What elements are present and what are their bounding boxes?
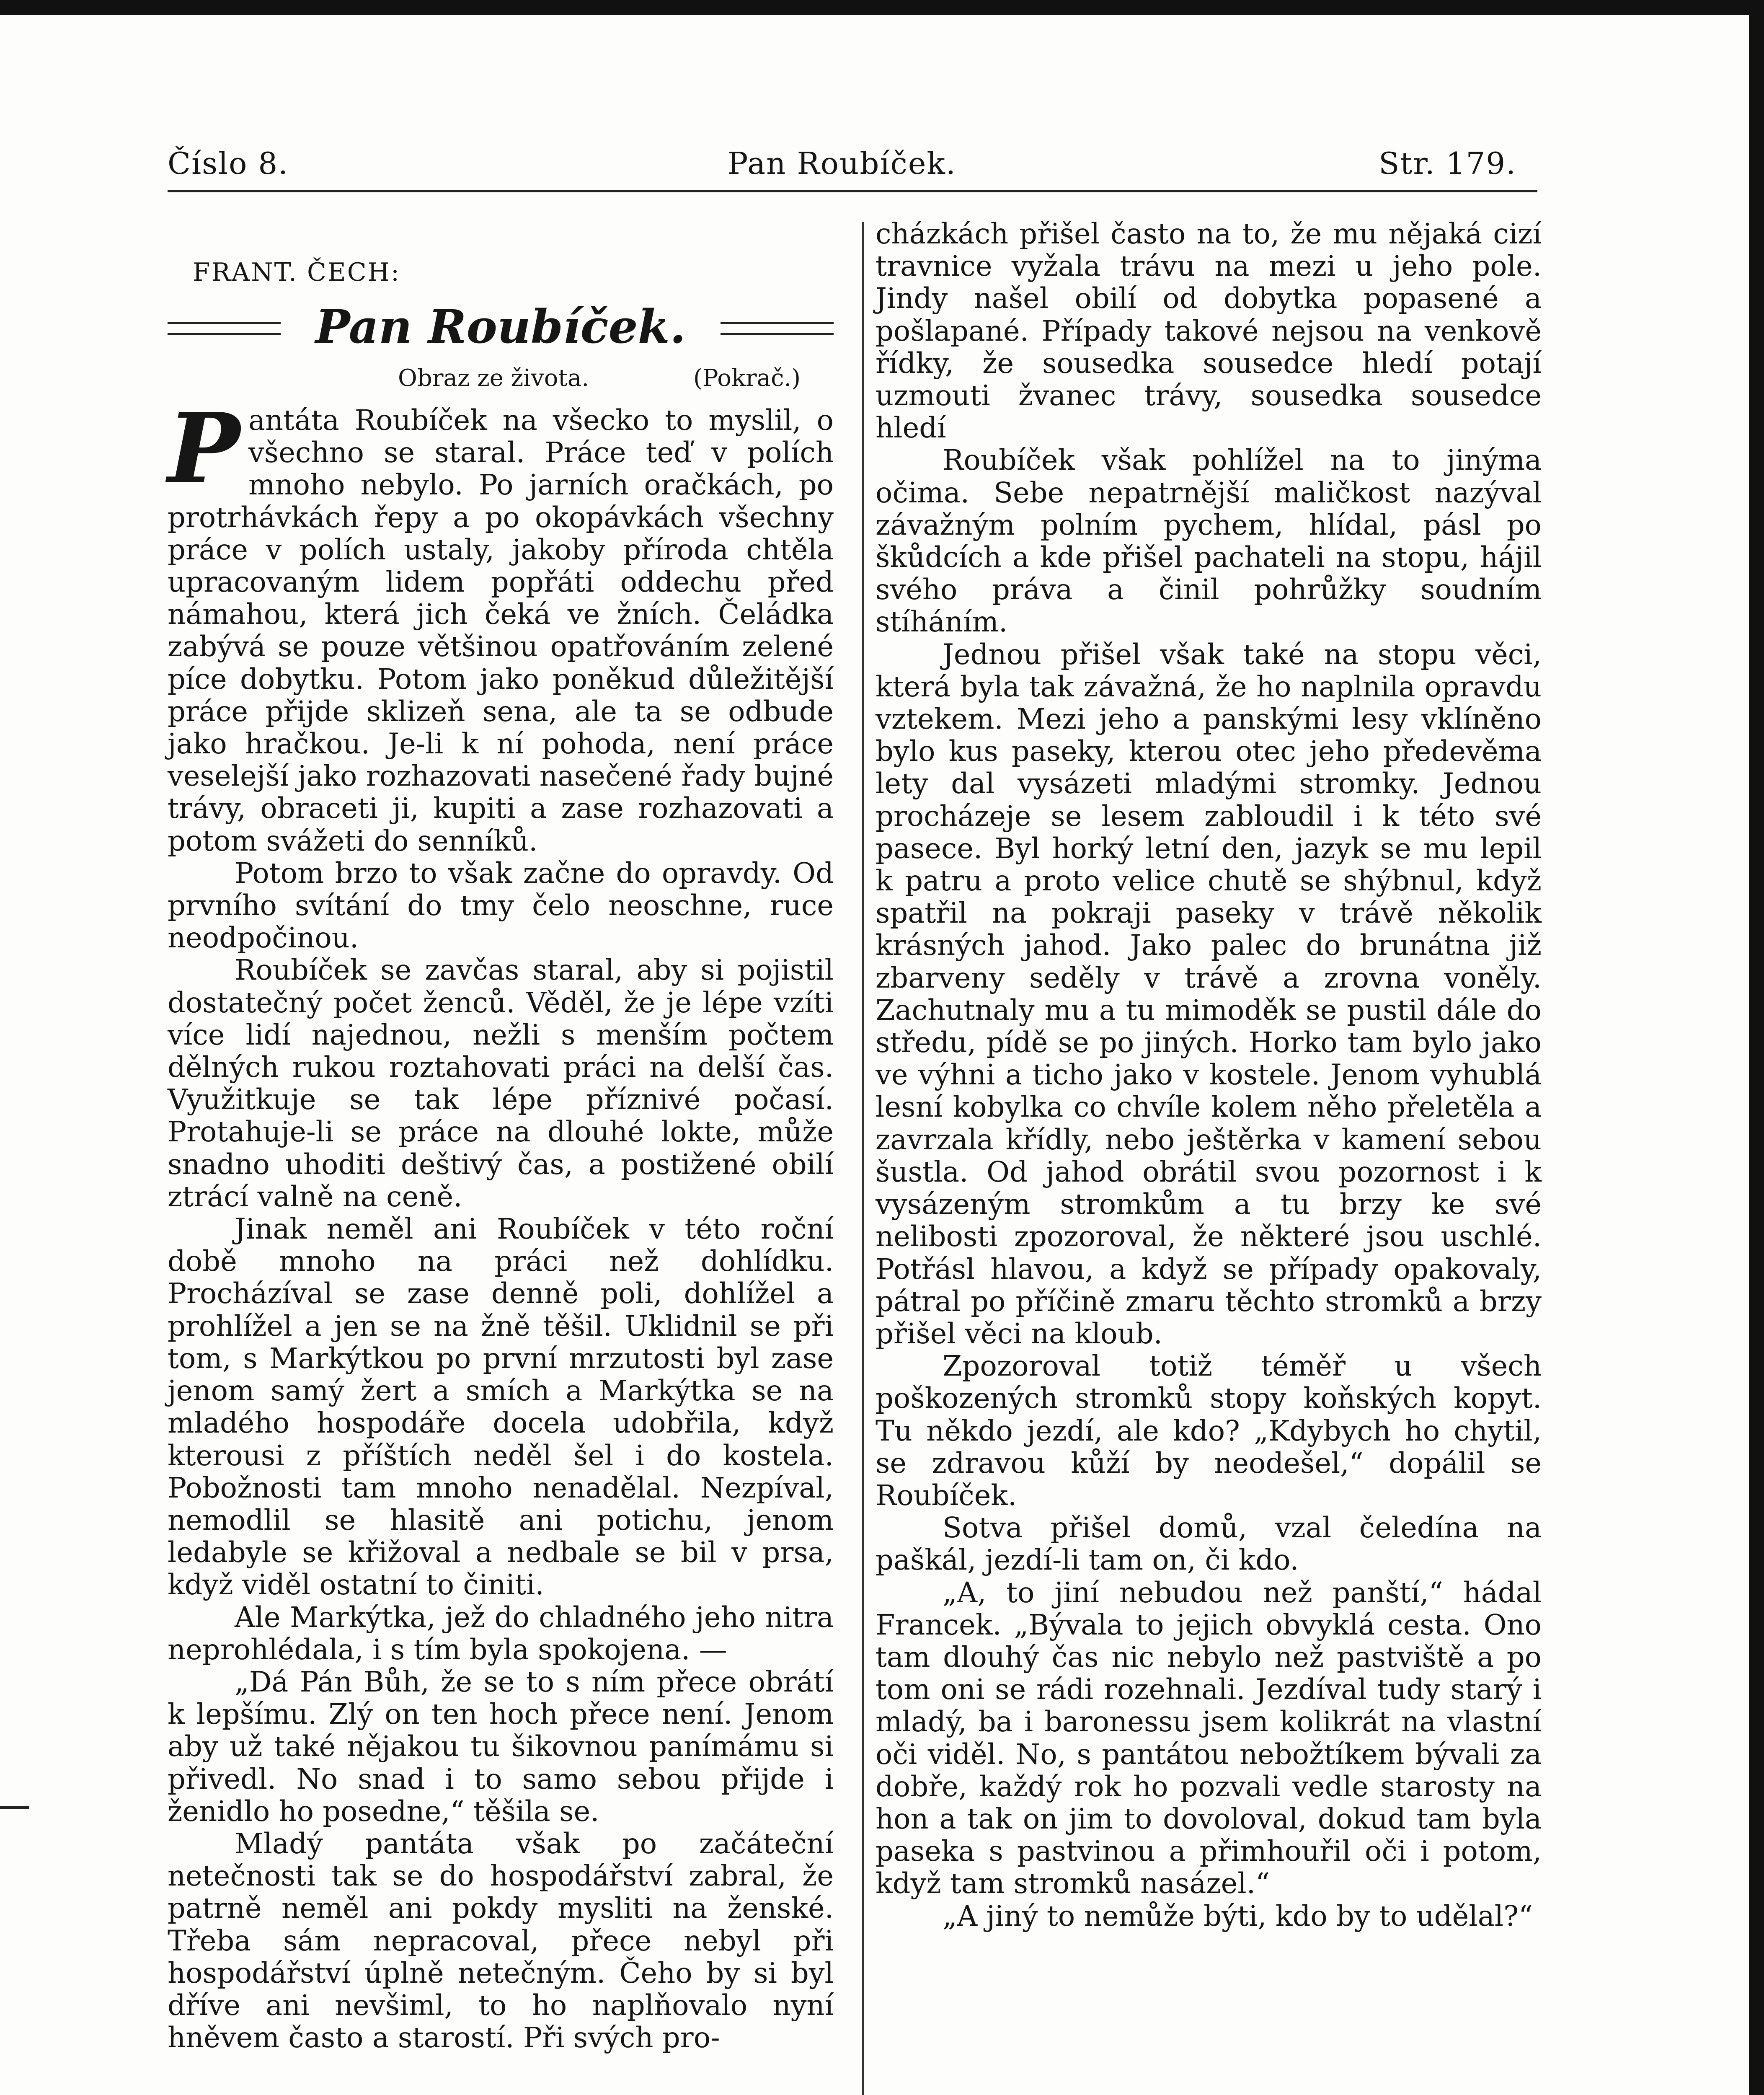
running-header [168,142,1516,189]
title-rule-right [721,322,834,335]
article-title: Pan Roubíček. [315,300,686,354]
column-divider [862,222,864,2095]
author-name: FRANT. ČECH: [193,258,401,287]
paragraph: Potom brzo to však začne do opravdy. Od prvního svítání do tmy čelo neoschne, ruce neodpočinou. [168,856,834,954]
paragraph: Mladý pantáta však po začáteční netečnosti tak se do hospodářství zabral, že patrně neměl ani pokdy mysliti na ženské. Třeba sám nepracoval, přece nebyl při hospodářství úplně netečným. Čeho by si byl dříve ani nevšiml, to ho naplňovalo nyní hněvem často a starostí. Při svých pro- [168,1827,834,2054]
paragraph: „A, to jiní nebudou než panští,“ hádal Francek. „Bývala to jejich obvyklá cesta. Ono tam dlouhý čas nic nebylo než pastviště a po tom oni se rádi rozehnali. Jezdíval tudy starý i mladý, ba i baronessu jsem kolikrát na vlastní oči viděl. No, s pantátou nebožtíkem bývali za dobře, každý rok ho pozvali vedle starosty na hon a tak on jim to dovoloval, dokud tam byla paseka s pastvinou a přimhouřil oči i potom, když tam stromků nasázel.“ [876,1576,1542,1900]
paragraph: Roubíček se zavčas staral, aby si pojistil dostatečný počet ženců. Věděl, že je lépe vzíti více lidí najednou, nežli s menším počtem dělných rukou roztahovati práci na delší čas. Využitkuje se tak lépe příznivé počasí. Protahuje-li se práce na dlouhé lokte, může snadno uhoditi deštivý čas, a postižené obilí ztrácí valně na ceně. [168,954,834,1213]
running-title: Pan Roubíček. [728,146,956,181]
paragraph: „Dá Pán Bůh, že se to s ním přece obrátí k lepšímu. Zlý on ten hoch přece není. Jenom aby už také nějakou tu šikovnou panímámu si přivedl. No snad i to samo sebou přijde i ženidlo ho posedne,“ těšila se. [168,1665,834,1828]
paragraph: cházkách přišel často na to, že mu nějaká cizí travnice vyžala trávu na mezi u jeho pole. Jindy našel obilí od dobytka popasené a pošlapané. Případy takové nejsou na venkově řídky, že sousedka sousedce hledí potají uzmouti žvanec trávy, sousedka sousedce hledí [876,217,1542,445]
scan-border-top [0,0,1764,15]
paragraph: Roubíček však pohlížel na to jinýma očima. Sebe nepatrnější maličkost nazýval závažným polním pychem, hlídal, pásl po škůdcích a kde přišel pachateli na stopu, hájil svého práva a činil pohrůžky soudním stíháním. [876,444,1542,639]
paragraph: Sotva přišel domů, vzal čeledína na paškál, jezdí-li tam on, či kdo. [876,1511,1542,1577]
page-number: Str. 179. [1379,146,1516,181]
paragraph: Ale Markýtka, jež do chladného jeho nitra neprohlédala, i s tím byla spokojena. — [168,1601,834,1666]
paragraph: Pantáta Roubíček na všecko to myslil, o všechno se staral. Práce teď v polích mnoho nebylo. Po jarních oračkách, po protrhávkách řepy a po okopávkách všechny práce v polích ustaly, jakoby příroda chtěla upracovaným lidem popřáti oddechu před námahou, která jich čeká ve žních. Čeládka zabývá se pouze většinou opatřováním zelené píce dobytku. Potom jako poněkud důležitější práce přijde sklizeň sena, ale ta se odbude jako hračkou. Je-li k ní pohoda, není práce veselejší jako rozhazovati nasečené řady bujné trávy, obraceti ji, kupiti a zase rozhazovati a potom svážeti do senníků. [168,392,834,857]
left-column [168,392,834,2054]
right-column [876,218,1542,1932]
article-title-block [168,302,834,352]
issue-number: Číslo 8. [168,146,289,181]
header-rule [168,190,1537,192]
article-subtitle: Obraz ze života. [398,365,589,392]
paragraph: Zpozoroval totiž téměř u všech poškozených stromků stopy koňských kopyt. Tu někdo jezdí, ale kdo? „Kdybych ho chytil, se zdravou kůží by neodešel,“ dopálil se Roubíček. [876,1350,1542,1512]
paragraph: Jednou přišel však také na stopu věci, která byla tak závažná, že ho naplnila opravdu vztekem. Mezi jeho a panskými lesy vklíněno bylo kus paseky, kterou otec jeho předevěma lety dal vysázeti mladými stromky. Jednou procházeje se lesem zabloudil i k této své pasece. Byl horký letní den, jazyk se mu lepil k patru a proto velice chutě se shýbnul, když spatřil na pokraji paseky v trávě několik krásných jahod. Jako palec do brunátna již zbarveny seděly v trávě a zrovna voněly. Zachutnaly mu a tu mimoděk se pustil dále do středu, pídě se po jiných. Horko tam bylo jako ve výhni a ticho jako v kostele. Jenom vyhublá lesní kobylka co chvíle kolem něho přeletěla a zavrzala křídly, nebo ještěrka v kamení sebou šustla. Od jahod obrátil svou pozornost i k vysázeným stromkům a tu brzy ke své nelibosti zpozoroval, že některé jsou uschlé. Potřásl hlavou, a když se případy opakovaly, pátral po příčině zmaru těchto stromků a brzy přišel věci na kloub. [876,638,1542,1350]
paragraph: Jinak neměl ani Roubíček v této roční době mnoho na práci než dohlídku. Procházíval se zase denně poli, dohlížel a prohlížel a jen se na žně těšil. Uklidnil se při tom, s Markýtkou po první mrzutosti byl zase jenom samý žert a smích a Markýtka se na mladého hospodáře docela udobřila, když kterousi z příštích neděl šel i do kostela. Pobožnosti tam mnoho nenadělal. Nezpíval, nemodlil se hlasitě ani potichu, jenom ledabyle se křižoval a nedbale se bil v prsa, když viděl ostatní to činiti. [168,1213,834,1601]
drop-cap: P [168,392,240,505]
continuation-note: (Pokrač.) [693,365,801,392]
scan-border-right [1749,0,1764,2095]
margin-mark [0,1806,29,1809]
paragraph: „A jiný to nemůže býti, kdo by to udělal?“ [943,1899,1533,1932]
